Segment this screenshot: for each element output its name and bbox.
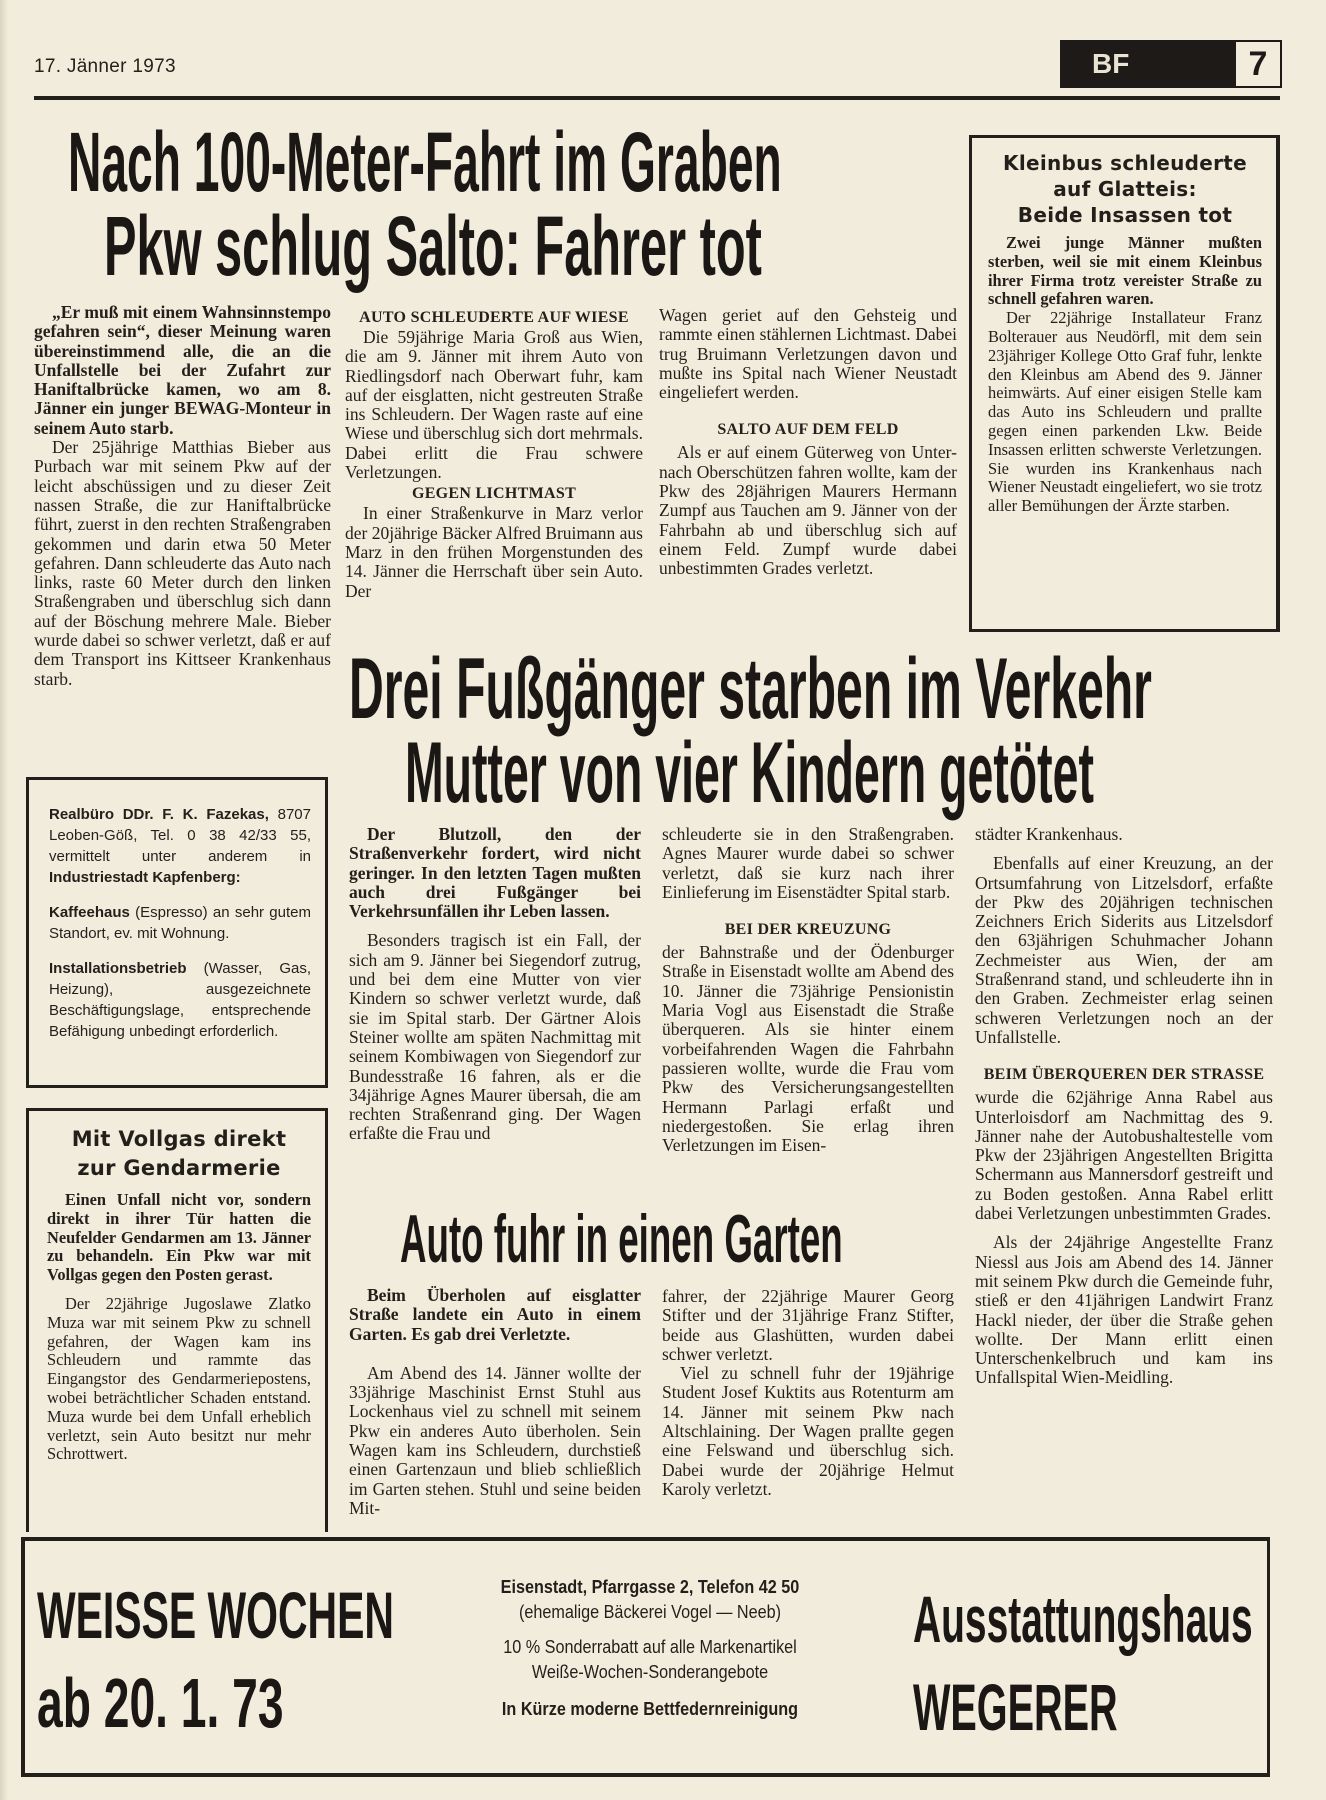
vollgas-text	[47, 1191, 311, 1464]
article2-subheading: BEI DER KREUZUNG	[724, 921, 892, 939]
article2-headline-line2: Mutter von vier Kindern getötet	[405, 725, 1094, 821]
ad-store-name: Ausstattungshaus	[913, 1582, 1253, 1656]
article3-paragraph: Viel zu schnell fuhr der 19jährige Student Josef Kuktits aus Rotenturm am 14. Jänner mit seinem Pkw nach Altschlaining. Der Wagen prallte gegen eine Felswand und überschlug sich. Dabei wurde der 20jährige Helmut Karoly verletzt.	[662, 1363, 954, 1499]
article1-column-2	[345, 306, 643, 601]
ad-details	[457, 1575, 844, 1722]
section-label: BF	[1092, 48, 1130, 79]
article3-lead: Beim Überholen auf eisglatter Straße landete ein Auto in einem Garten. Es gab drei Verletzte.	[349, 1285, 641, 1344]
article1-headline-line1: Nach 100-Meter-Fahrt im Graben	[68, 115, 782, 209]
article2-lead: Der Blutzoll, den der Straßenverkehr fordert, wird nicht geringer. In den letzten Tagen mußten auch drei Fußgänger bei Verkehrsunfällen ihr Leben lassen.	[349, 824, 641, 922]
article2-paragraph: Besonders tragisch ist ein Fall, der sich am 9. Jänner bei Siegendorf zutrug, und bei dem eine Mutter von vier Kindern so schwer verletzt wurde, daß sie im Spital starb. Der Gärtner Alois Steiner wollte am späten Nachmittag mit seinem Kombiwagen von Siegendorf zur Bundesstraße 16 fahren, als er die 34jährige Agnes Maurer übersah, die am rechten Straßenrand ging. Der Wagen erfaßte die Frau und	[349, 930, 641, 1144]
kleinbus-article-box	[969, 135, 1280, 632]
kleinbus-body: Der 22jährige Installateur Franz Bolterauer aus Neudörfl, mit dem sein 23jähriger Kollege Otto Graf fuhr, lenkte den Kleinbus am Abend des 9. Jänner heimwärts. Auf einer eisigen Stelle kam das Auto ins Schleudern und prallte gegen einen parkenden Lkw. Beide Insassen erlitten schwerste Verletzungen. Sie wurden ins Krankenhaus nach Wiener Neustadt eingeliefert, wo sie trotz aller Bemühungen der Ärzte starben.	[988, 308, 1262, 516]
article1-paragraph: In einer Straßenkurve in Marz verlor der 20jährige Bäcker Alfred Bruimann aus Marz in den frühen Morgenstunden des 14. Jänner die Herrschaft über sein Auto. Der	[345, 503, 643, 601]
article1-paragraph: Die 59jährige Maria Groß aus Wien, die am 9. Jänner mit ihrem Auto von Riedlingsdorf nach Oberwart fuhr, kam auf der eisglatten, nicht gestreuten Straße ins Schleudern. Der Wagen raste auf eine Wiese und überschlug sich dort mehrmals. Dabei erlitt die Frau schwere Verletzungen.	[345, 327, 643, 483]
article3-paragraph: Am Abend des 14. Jänner wollte der 33jährige Maschinist Ernst Stuhl aus Lockenhaus viel zu schnell mit seinem Pkw ein anderes Auto überholen. Sein Wagen kam ins Schleudern, durchstieß einen Gartenzaun und blieb schließlich im Garten stehen. Stuhl und seine beiden Mit-	[349, 1362, 641, 1518]
article2-paragraph: wurde die 62jährige Anna Rabel aus Unterloisdorf am Nachmittag des 9. Jänner nahe der Autobushaltestelle vom Pkw der 23jährigen Angestellten Brigitta Schermann aus Mannersdorf gestreift und zu Boden gestoßen. Anna Rabel erlitt dabei Verletzungen unbestimmten Grades.	[975, 1087, 1273, 1224]
ad-address: Eisenstadt, Pfarrgasse 2, Telefon 42 50	[500, 1577, 800, 1597]
ad-store-owner: WEGERER	[913, 1670, 1118, 1744]
issue-date: 17. Jänner 1973	[34, 56, 176, 77]
article3-paragraph: fahrer, der 22jährige Maurer Georg Stifter und der 31jährige Franz Stifter, beide aus Glashütten, wurden dabei schwer verletzt.	[662, 1286, 954, 1364]
ad-offers: Weiße-Wochen-Sonderangebote	[531, 1662, 769, 1682]
article1-subheading: GEGEN LICHTMAST	[411, 485, 577, 503]
ad-date: ab 20. 1. 73	[37, 1664, 284, 1742]
vollgas-lead: Einen Unfall nicht vor, sondern direkt in ihrer Tür hatten die Neufelder Gendarmen am 13. Jänner zu behandeln. Ein Pkw war mit Vollgas gegen den Posten gerast.	[47, 1190, 311, 1285]
weisse-wochen-ad	[21, 1537, 1270, 1777]
realbuero-item-text: (Espresso) an sehr gutem Standort, ev. mit Wohnung.	[49, 904, 311, 942]
article2-paragraph: Ebenfalls auf einer Kreuzung, an der Ortsumfahrung von Litzelsdorf, erfaßte der Pkw des 20jährigen technischen Zeichners Erich Siderits aus Litzelsdorf den 63jährigen Schuhmacher Johann Zechmeister aus Wien, der am Straßenrand stand, und schleuderte ihn in den Graben. Zechmeister erlag seinen schweren Verletzungen noch an der Unfallstelle.	[975, 853, 1273, 1047]
article1-subheading: AUTO SCHLEUDERTE AUF WIESE	[359, 309, 629, 326]
article1-subheading: SALTO AUF DEM FELD	[717, 421, 899, 439]
article3-column-1	[349, 1286, 641, 1518]
article3-column-2	[662, 1287, 954, 1499]
realbuero-city: Industriestadt Kapfenberg:	[49, 869, 241, 886]
article2-headline-line1: Drei Fußgänger starben im Verkehr	[349, 641, 1152, 737]
ad-title-left: WEISSE WOCHEN	[37, 1578, 394, 1652]
kleinbus-title-line: auf Glatteis:	[1053, 177, 1197, 201]
ad-discount: 10 % Sonderrabatt auf alle Markenartikel	[503, 1637, 797, 1657]
article2-subheading: BEIM ÜBERQUEREN DER STRASSE	[983, 1066, 1265, 1084]
page-number-box	[1060, 40, 1282, 88]
kleinbus-text	[988, 234, 1262, 516]
article1-headline-line2: Pkw schlug Salto: Fahrer tot	[104, 199, 762, 293]
article1-lead: „Er muß mit einem Wahnsinnstempo gefahren sein“, dieser Meinung waren übereinstimmend alle, die an die Unfallstelle bei der Zufahrt zur Haniftalbrücke kamen, wo am 8. Jänner ein junger BEWAG-Monteur in seinem Auto starb.	[34, 302, 331, 438]
kleinbus-title-line: Beide Insassen tot	[1017, 203, 1233, 227]
vollgas-title-line: zur Gendarmerie	[77, 1156, 281, 1180]
article2-paragraph: schleuderte sie in den Straßengraben. Agnes Maurer wurde dabei so schwer verletzt, daß sie kurz nach ihrer Einlieferung im Eisenstädter Spital starb.	[662, 824, 954, 902]
ad-service: In Kürze moderne Bettfedernreinigung	[501, 1699, 799, 1719]
article2-column-1	[349, 825, 641, 1144]
realbuero-ad	[26, 777, 328, 1088]
article2-column-3	[975, 825, 1273, 1388]
article2-paragraph: städter Krankenhaus.	[975, 824, 1123, 844]
vollgas-body: Der 22jährige Jugoslawe Zlatko Muza war mit seinem Pkw zu schnell gefahren, der Wagen kam ins Schleudern und rammte das Eingangstor des Gendarmeriepostens, wobei beträchtlicher Schaden entstand. Muza wurde bei dem Unfall erheblich verletzt, sein Auto besitzt nur mehr Schrottwert.	[47, 1293, 311, 1464]
realbuero-name: Realbüro DDr. F. K. Fazekas,	[49, 806, 269, 823]
article1-column-1	[34, 303, 331, 689]
article3-headline: Auto fuhr in einen Garten	[400, 1201, 843, 1277]
realbuero-intro: 8707 Leoben-Göß, Tel. 0 38 42/33 55, vermittelt unter anderem in	[49, 806, 311, 865]
article2-column-2	[662, 825, 954, 1155]
realbuero-item-title: Kaffeehaus	[49, 904, 130, 921]
kleinbus-lead: Zwei junge Männer mußten sterben, weil sie mit einem Kleinbus ihrer Firma trotz vereister Straße zu schnell gefahren waren.	[988, 233, 1262, 309]
header-rule	[34, 96, 1280, 100]
vollgas-article-box	[26, 1108, 328, 1532]
page-edge-shadow	[0, 0, 8, 1800]
article1-paragraph: Der 25jährige Matthias Bieber aus Purbach war mit seinem Pkw auf der leicht abschüssigen und zu dieser Zeit nassen Straße, die zur Haniftalbrücke führt, zuerst in den rechten Straßengraben gekommen und darin etwa 50 Meter gefahren. Dann schleuderte das Auto nach links, raste 60 Meter durch den linken Straßengraben und überschlug sich dann auf der Böschung mehrere Male. Bieber wurde dabei so schwer verletzt, daß er auf dem Transport ins Kittseer Krankenhaus starb.	[34, 437, 331, 689]
article2-paragraph: Als der 24jährige Angestellte Franz Niessl aus Jois am Abend des 14. Jänner mit seinem Pkw durch die Gemeinde fuhr, stieß er den 41jährigen Landwirt Franz Hackl nieder, der über die Straße gehen wollte. Der Mann erlitt einen Unterschenkelbruch und kam ins Unfallspital Wien-Meidling.	[975, 1232, 1273, 1388]
ad-former-location: (ehemalige Bäckerei Vogel — Neeb)	[518, 1602, 782, 1622]
realbuero-item-text: (Wasser, Gas, Heizung), ausgezeichnete Beschäftigungslage, entsprechende Befähigung unbedingt erforderlich.	[49, 960, 311, 1040]
page-number: 7	[1236, 42, 1280, 86]
realbuero-item-title: Installationsbetrieb	[49, 960, 187, 977]
article1-column-3	[659, 306, 957, 579]
article1-paragraph: Wagen geriet auf den Gehsteig und rammte einen stählernen Lichtmast. Dabei trug Bruimann Verletzungen davon und mußte ins Spital nach Wiener Neustadt eingeliefert werden.	[659, 305, 957, 403]
vollgas-title-line: Mit Vollgas direkt	[71, 1127, 287, 1151]
kleinbus-title-line: Kleinbus schleuderte	[1003, 151, 1247, 175]
article2-paragraph: der Bahnstraße und der Ödenburger Straße in Eisenstadt wollte am Abend des 10. Jänner die 73jährige Pensionistin Maria Vogl aus Eisenstadt die Straße überqueren. Als sie hinter einem vorbeifahrenden Wagen die Fahrbahn passieren wollte, wurde die Frau vom Pkw des Versicherungsangestellten Hermann Parlagi erfaßt und niedergestoßen. Sie erlag ihren Verletzungen im Eisen-	[662, 942, 954, 1156]
article1-paragraph: Als er auf einem Güterweg von Unter- nach Oberschützen fahren wollte, kam der Pkw des 28jährigen Maurers Hermann Zumpf aus Tauchen am 9. Jänner von der Fahrbahn ab und überschlug sich auf einem Feld. Zumpf wurde dabei unbestimmten Grades verletzt.	[659, 442, 957, 579]
